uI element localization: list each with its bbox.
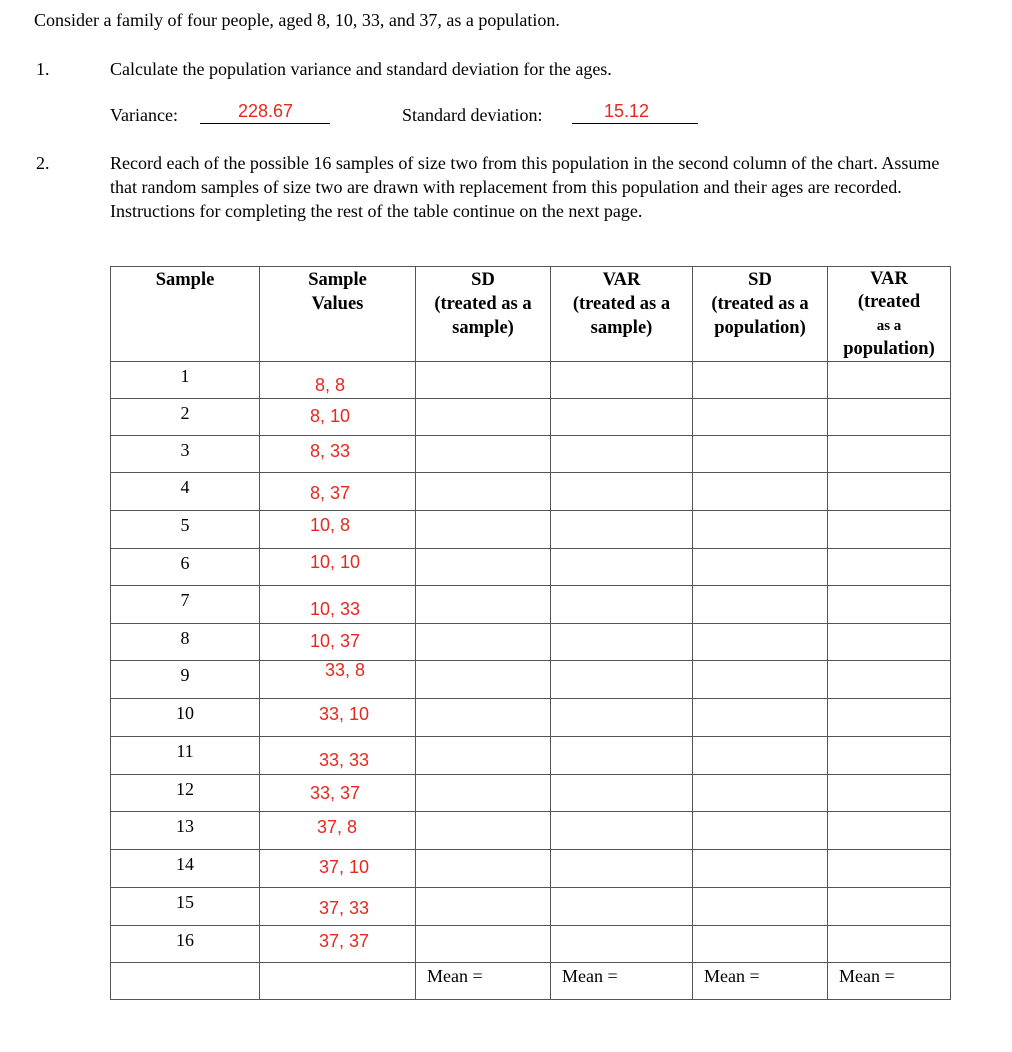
sample-values: 37, 10: [319, 857, 370, 877]
sample-values: 37, 8: [317, 817, 358, 837]
sample-values-cell[interactable]: [260, 362, 416, 399]
variance-underline: [200, 123, 330, 124]
header-line: (treated as a: [711, 294, 809, 314]
sample-values: 10, 10: [310, 552, 361, 572]
sd-population-cell[interactable]: [693, 775, 828, 812]
sample-number: 9: [111, 661, 260, 699]
sd-sample-cell[interactable]: [416, 586, 551, 624]
header-sd-sample: [416, 267, 551, 362]
sd-sample-cell[interactable]: [416, 812, 551, 850]
sample-number: 6: [111, 549, 260, 586]
var-population-cell[interactable]: [828, 661, 951, 699]
sd-sample-cell[interactable]: [416, 850, 551, 888]
sample-values-cell[interactable]: [260, 888, 416, 926]
sample-values: 10, 33: [310, 599, 361, 619]
sample-values: 33, 33: [319, 750, 370, 770]
table-row: [111, 737, 951, 775]
sd-sample-cell[interactable]: [416, 737, 551, 775]
mean-label: Mean =: [704, 966, 760, 986]
sd-label: Standard deviation:: [402, 105, 543, 125]
sd-sample-cell[interactable]: [416, 661, 551, 699]
header-line: population): [714, 318, 806, 338]
header-sd-population: [693, 267, 828, 362]
sd-population-cell[interactable]: [693, 436, 828, 473]
header-line: as a: [876, 318, 902, 334]
var-population-cell[interactable]: [828, 926, 951, 963]
q1-number: 1.: [36, 59, 50, 79]
sd-sample-cell[interactable]: [416, 399, 551, 436]
var-sample-cell[interactable]: [551, 850, 693, 888]
sd-population-cell[interactable]: [693, 511, 828, 549]
mean-label: Mean =: [427, 966, 483, 986]
table-row: [111, 812, 951, 850]
mean-label: Mean =: [839, 966, 895, 986]
q1-prompt: Calculate the population variance and standard deviation for the ages.: [110, 59, 612, 79]
sample-values: 37, 33: [319, 898, 370, 918]
sd-population-cell[interactable]: [693, 362, 828, 399]
var-sample-cell[interactable]: [551, 436, 693, 473]
sample-values: 8, 33: [310, 441, 351, 461]
header-line: sample): [452, 318, 514, 338]
var-sample-cell[interactable]: [551, 473, 693, 511]
sd-sample-cell[interactable]: [416, 511, 551, 549]
sample-values: 8, 37: [310, 483, 351, 503]
table-row: [111, 473, 951, 511]
header-var-sample: [551, 267, 693, 362]
sd-population-cell[interactable]: [693, 586, 828, 624]
sample-number: 13: [111, 812, 260, 850]
sample-number: 11: [111, 737, 260, 775]
var-sample-cell[interactable]: [551, 362, 693, 399]
header-line: VAR: [870, 269, 908, 289]
sd-population-cell[interactable]: [693, 549, 828, 586]
sample-number: 10: [111, 699, 260, 737]
sd-sample-cell[interactable]: [416, 775, 551, 812]
header-line: VAR: [602, 270, 641, 290]
sample-values-cell[interactable]: [260, 549, 416, 586]
var-sample-cell[interactable]: [551, 699, 693, 737]
sample-values: 8, 8: [315, 375, 346, 395]
header-line: sample): [590, 318, 653, 338]
mean-sd-sample[interactable]: [416, 963, 551, 1000]
sample-number: 5: [111, 511, 260, 549]
sample-values: 8, 10: [310, 406, 351, 426]
table-row: [111, 511, 951, 549]
header-var-population: [828, 267, 951, 362]
sample-number: 12: [111, 775, 260, 812]
var-population-cell[interactable]: [828, 399, 951, 436]
sd-sample-cell[interactable]: [416, 436, 551, 473]
sd-sample-cell[interactable]: [416, 699, 551, 737]
mean-label: Mean =: [562, 966, 618, 986]
var-sample-cell[interactable]: [551, 586, 693, 624]
mean-var-sample[interactable]: [551, 963, 693, 1000]
var-population-cell[interactable]: [828, 549, 951, 586]
mean-row: [111, 963, 951, 1000]
var-sample-cell[interactable]: [551, 812, 693, 850]
table-row: [111, 399, 951, 436]
sd-sample-cell[interactable]: [416, 888, 551, 926]
header-line: Sample: [155, 270, 215, 290]
sample-values-cell[interactable]: [260, 586, 416, 624]
var-population-cell[interactable]: [828, 812, 951, 850]
header-sample-values: [260, 267, 416, 362]
var-sample-cell[interactable]: [551, 775, 693, 812]
sample-number: 4: [111, 473, 260, 511]
sample-number: 16: [111, 926, 260, 963]
sample-number: 3: [111, 436, 260, 473]
sd-sample-cell[interactable]: [416, 926, 551, 963]
sample-number: 2: [111, 399, 260, 436]
sample-values-cell[interactable]: [260, 926, 416, 963]
blank-cell: [260, 963, 416, 1000]
sd-answer[interactable]: 15.12: [604, 101, 650, 121]
var-population-cell[interactable]: [828, 436, 951, 473]
sample-values-cell[interactable]: [260, 473, 416, 511]
sd-population-cell[interactable]: [693, 850, 828, 888]
sample-values-cell[interactable]: [260, 737, 416, 775]
sample-values: 33, 37: [310, 783, 361, 803]
intro-text: Consider a family of four people, aged 8, 10, 33, and 37, as a population.: [34, 10, 560, 30]
var-population-cell[interactable]: [828, 737, 951, 775]
sd-sample-cell[interactable]: [416, 624, 551, 661]
table-row: [111, 436, 951, 473]
sd-sample-cell[interactable]: [416, 549, 551, 586]
sample-number: 8: [111, 624, 260, 661]
sample-values: 10, 37: [310, 631, 361, 651]
header-line: population): [843, 339, 935, 359]
sample-values-cell[interactable]: [260, 399, 416, 436]
var-population-cell[interactable]: [828, 775, 951, 812]
sd-population-cell[interactable]: [693, 737, 828, 775]
var-sample-cell[interactable]: [551, 399, 693, 436]
table-row: [111, 888, 951, 926]
sample-values: 10, 8: [310, 515, 351, 535]
header-line: (treated: [857, 292, 921, 312]
q2-prompt: Record each of the possible 16 samples of size two from this population in the second column of the chart. Assume that random samples of size two are drawn with replacement from this population and their ages are recorded. Instructions for completing the rest of the table continue on the next page.: [110, 153, 940, 221]
sd-population-cell[interactable]: [693, 699, 828, 737]
var-sample-cell[interactable]: [551, 511, 693, 549]
table-row: [111, 549, 951, 586]
table-row: [111, 775, 951, 812]
table-row: [111, 624, 951, 661]
sample-values: 37, 37: [319, 931, 370, 951]
header-line: Values: [311, 294, 364, 314]
var-population-cell[interactable]: [828, 699, 951, 737]
table-row: [111, 586, 951, 624]
var-population-cell[interactable]: [828, 850, 951, 888]
sample-values-cell[interactable]: [260, 699, 416, 737]
mean-var-population[interactable]: [828, 963, 951, 1000]
sample-values-cell[interactable]: [260, 775, 416, 812]
var-sample-cell[interactable]: [551, 549, 693, 586]
sd-population-cell[interactable]: [693, 812, 828, 850]
header-sample: [111, 267, 260, 362]
table-row: [111, 850, 951, 888]
table-row: [111, 926, 951, 963]
var-population-cell[interactable]: [828, 888, 951, 926]
sample-values-cell[interactable]: [260, 624, 416, 661]
sample-values-cell[interactable]: [260, 812, 416, 850]
sample-values: 33, 10: [319, 704, 370, 724]
header-line: SD: [471, 270, 495, 290]
var-sample-cell[interactable]: [551, 624, 693, 661]
var-sample-cell[interactable]: [551, 888, 693, 926]
mean-sd-population[interactable]: [693, 963, 828, 1000]
sd-sample-cell[interactable]: [416, 473, 551, 511]
var-population-cell[interactable]: [828, 473, 951, 511]
sample-values: 33, 8: [325, 660, 366, 680]
var-population-cell[interactable]: [828, 624, 951, 661]
sd-sample-cell[interactable]: [416, 362, 551, 399]
samples-table: [110, 266, 951, 1000]
var-population-cell[interactable]: [828, 362, 951, 399]
var-sample-cell[interactable]: [551, 661, 693, 699]
sd-population-cell[interactable]: [693, 399, 828, 436]
header-line: (treated as a: [572, 294, 671, 314]
variance-label: Variance:: [110, 105, 178, 125]
sd-population-cell[interactable]: [693, 624, 828, 661]
header-row: [111, 267, 951, 362]
var-sample-cell[interactable]: [551, 737, 693, 775]
sd-population-cell[interactable]: [693, 473, 828, 511]
sample-number: 1: [111, 362, 260, 399]
header-line: Sample: [308, 270, 367, 290]
table-row: [111, 699, 951, 737]
sd-population-cell[interactable]: [693, 888, 828, 926]
sample-number: 14: [111, 850, 260, 888]
var-population-cell[interactable]: [828, 586, 951, 624]
header-line: SD: [748, 270, 772, 290]
sample-number: 7: [111, 586, 260, 624]
sample-values-cell[interactable]: [260, 850, 416, 888]
blank-cell: [111, 963, 260, 1000]
sample-values-cell[interactable]: [260, 511, 416, 549]
var-population-cell[interactable]: [828, 511, 951, 549]
sd-population-cell[interactable]: [693, 661, 828, 699]
sample-values-cell[interactable]: [260, 436, 416, 473]
sd-population-cell[interactable]: [693, 926, 828, 963]
table-row: [111, 362, 951, 399]
var-sample-cell[interactable]: [551, 926, 693, 963]
sd-underline: [572, 123, 698, 124]
sample-number: 15: [111, 888, 260, 926]
variance-answer[interactable]: 228.67: [238, 101, 294, 121]
table-row: [111, 661, 951, 699]
header-line: (treated as a: [434, 294, 532, 314]
sample-values-cell[interactable]: [260, 661, 416, 699]
q2-number: 2.: [36, 153, 50, 173]
